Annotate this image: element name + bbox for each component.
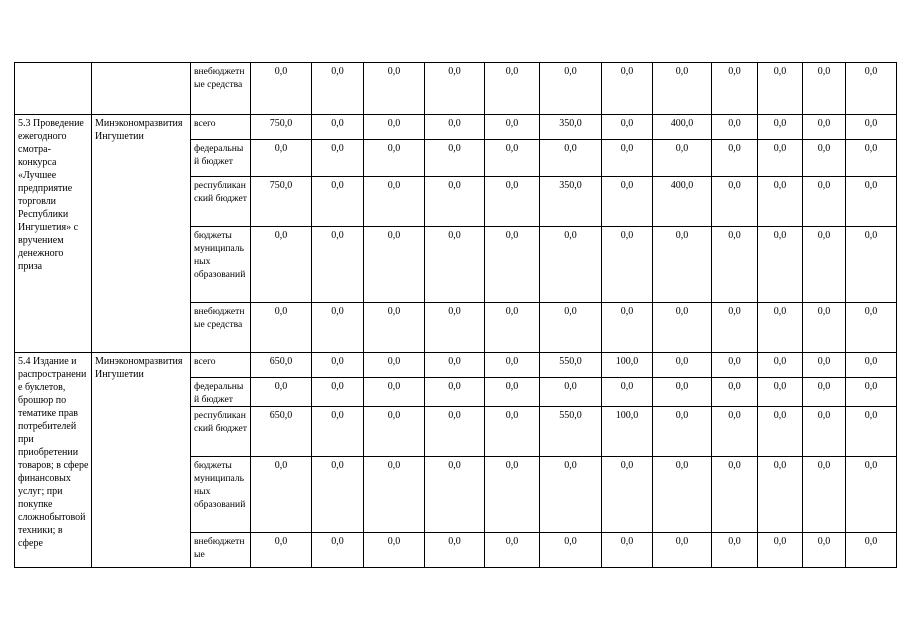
amount-cell: 0,0 [485, 407, 540, 457]
amount-cell: 0,0 [758, 378, 803, 407]
amount-cell: 0,0 [540, 457, 602, 533]
amount-cell: 350,0 [540, 115, 602, 140]
amount-cell: 0,0 [846, 63, 897, 115]
amount-cell: 0,0 [540, 303, 602, 353]
amount-cell: 0,0 [425, 353, 485, 378]
amount-cell: 0,0 [602, 63, 653, 115]
amount-cell: 0,0 [758, 533, 803, 568]
amount-cell: 0,0 [653, 378, 712, 407]
amount-cell: 0,0 [758, 115, 803, 140]
amount-cell: 0,0 [758, 353, 803, 378]
amount-cell: 0,0 [425, 140, 485, 177]
amount-cell: 0,0 [803, 457, 846, 533]
funding-source-cell: республиканский бюджет [191, 407, 251, 457]
amount-cell: 0,0 [425, 457, 485, 533]
amount-cell: 0,0 [758, 407, 803, 457]
amount-cell: 0,0 [846, 177, 897, 227]
amount-cell: 0,0 [251, 227, 312, 303]
amount-cell: 0,0 [312, 115, 364, 140]
amount-cell: 0,0 [712, 63, 758, 115]
amount-cell: 0,0 [425, 63, 485, 115]
measure-cell: 5.4 Издание и распространение буклетов, брошюр по тематике прав потребителей при приобретении товаров; в сфере финансовых услуг; при покупке сложнобытовой техники; в сфере [15, 353, 92, 568]
amount-cell: 0,0 [758, 140, 803, 177]
amount-cell: 0,0 [803, 378, 846, 407]
amount-cell: 0,0 [364, 353, 425, 378]
measure-cell: 5.3 Проведение ежегодного смотра-конкурса «Лучшее предприятие торговли Республики Ингушетия» с вручением денежного приза [15, 115, 92, 353]
table-row [15, 353, 897, 378]
budget-table [14, 62, 897, 568]
amount-cell: 0,0 [803, 303, 846, 353]
amount-cell: 0,0 [364, 115, 425, 140]
amount-cell: 0,0 [712, 457, 758, 533]
amount-cell: 0,0 [540, 378, 602, 407]
amount-cell: 0,0 [803, 63, 846, 115]
amount-cell: 0,0 [712, 303, 758, 353]
amount-cell: 100,0 [602, 353, 653, 378]
table-row [15, 115, 897, 140]
amount-cell: 0,0 [653, 140, 712, 177]
amount-cell: 0,0 [653, 353, 712, 378]
amount-cell: 0,0 [602, 115, 653, 140]
table-row [15, 63, 897, 115]
measure-cell [15, 63, 92, 115]
amount-cell: 0,0 [364, 533, 425, 568]
funding-source-cell: бюджеты муниципальных образований [191, 457, 251, 533]
amount-cell: 0,0 [485, 115, 540, 140]
amount-cell: 0,0 [425, 177, 485, 227]
funding-source-cell: внебюджетные [191, 533, 251, 568]
amount-cell: 100,0 [602, 407, 653, 457]
funding-source-cell: всего [191, 353, 251, 378]
amount-cell: 0,0 [485, 378, 540, 407]
funding-source-cell: бюджеты муниципальных образований [191, 227, 251, 303]
amount-cell: 0,0 [602, 140, 653, 177]
amount-cell: 0,0 [251, 378, 312, 407]
amount-cell: 0,0 [602, 303, 653, 353]
amount-cell: 0,0 [312, 533, 364, 568]
amount-cell: 0,0 [485, 303, 540, 353]
amount-cell: 0,0 [312, 378, 364, 407]
amount-cell: 0,0 [485, 227, 540, 303]
amount-cell: 0,0 [364, 177, 425, 227]
amount-cell: 0,0 [803, 533, 846, 568]
amount-cell: 0,0 [846, 303, 897, 353]
executor-cell [92, 63, 191, 115]
amount-cell: 0,0 [485, 140, 540, 177]
amount-cell: 0,0 [602, 177, 653, 227]
amount-cell: 0,0 [846, 378, 897, 407]
amount-cell: 0,0 [846, 407, 897, 457]
amount-cell: 0,0 [251, 140, 312, 177]
funding-source-cell: федеральный бюджет [191, 140, 251, 177]
amount-cell: 0,0 [425, 533, 485, 568]
amount-cell: 0,0 [602, 378, 653, 407]
amount-cell: 0,0 [758, 177, 803, 227]
amount-cell: 400,0 [653, 177, 712, 227]
amount-cell: 0,0 [803, 227, 846, 303]
amount-cell: 0,0 [712, 378, 758, 407]
amount-cell: 0,0 [803, 115, 846, 140]
amount-cell: 0,0 [846, 227, 897, 303]
amount-cell: 550,0 [540, 353, 602, 378]
amount-cell: 750,0 [251, 177, 312, 227]
amount-cell: 0,0 [485, 457, 540, 533]
amount-cell: 0,0 [846, 140, 897, 177]
funding-source-cell: внебюджетные средства [191, 303, 251, 353]
amount-cell: 0,0 [312, 457, 364, 533]
amount-cell: 0,0 [312, 140, 364, 177]
amount-cell: 0,0 [364, 457, 425, 533]
amount-cell: 0,0 [312, 63, 364, 115]
amount-cell: 0,0 [251, 457, 312, 533]
amount-cell: 0,0 [485, 63, 540, 115]
amount-cell: 0,0 [485, 353, 540, 378]
amount-cell: 0,0 [485, 177, 540, 227]
amount-cell: 0,0 [846, 115, 897, 140]
amount-cell: 0,0 [602, 227, 653, 303]
amount-cell: 0,0 [653, 303, 712, 353]
amount-cell: 0,0 [712, 115, 758, 140]
amount-cell: 650,0 [251, 353, 312, 378]
amount-cell: 0,0 [712, 533, 758, 568]
amount-cell: 0,0 [803, 177, 846, 227]
amount-cell: 0,0 [712, 227, 758, 303]
amount-cell: 0,0 [425, 115, 485, 140]
amount-cell: 0,0 [251, 533, 312, 568]
amount-cell: 550,0 [540, 407, 602, 457]
amount-cell: 0,0 [846, 353, 897, 378]
budget-table-body [15, 63, 897, 568]
amount-cell: 0,0 [758, 63, 803, 115]
amount-cell: 0,0 [312, 227, 364, 303]
amount-cell: 0,0 [846, 533, 897, 568]
amount-cell: 0,0 [251, 63, 312, 115]
funding-source-cell: республиканский бюджет [191, 177, 251, 227]
amount-cell: 0,0 [364, 227, 425, 303]
amount-cell: 0,0 [540, 227, 602, 303]
amount-cell: 650,0 [251, 407, 312, 457]
amount-cell: 0,0 [803, 353, 846, 378]
amount-cell: 0,0 [758, 303, 803, 353]
amount-cell: 0,0 [251, 303, 312, 353]
amount-cell: 0,0 [758, 457, 803, 533]
amount-cell: 0,0 [425, 303, 485, 353]
amount-cell: 0,0 [846, 457, 897, 533]
amount-cell: 0,0 [540, 63, 602, 115]
amount-cell: 0,0 [425, 378, 485, 407]
amount-cell: 0,0 [540, 140, 602, 177]
amount-cell: 0,0 [712, 140, 758, 177]
amount-cell: 0,0 [712, 407, 758, 457]
amount-cell: 0,0 [803, 407, 846, 457]
amount-cell: 0,0 [653, 457, 712, 533]
amount-cell: 750,0 [251, 115, 312, 140]
executor-cell: Минэкономразвития Ингушетии [92, 115, 191, 353]
amount-cell: 0,0 [312, 353, 364, 378]
amount-cell: 0,0 [312, 303, 364, 353]
amount-cell: 0,0 [312, 177, 364, 227]
amount-cell: 0,0 [364, 303, 425, 353]
amount-cell: 0,0 [425, 407, 485, 457]
amount-cell: 0,0 [312, 407, 364, 457]
amount-cell: 0,0 [364, 63, 425, 115]
amount-cell: 0,0 [485, 533, 540, 568]
executor-cell: Минэкономразвития Ингушетии [92, 353, 191, 568]
amount-cell: 0,0 [602, 457, 653, 533]
amount-cell: 0,0 [653, 227, 712, 303]
amount-cell: 350,0 [540, 177, 602, 227]
amount-cell: 0,0 [803, 140, 846, 177]
amount-cell: 0,0 [364, 140, 425, 177]
amount-cell: 0,0 [364, 378, 425, 407]
amount-cell: 0,0 [540, 533, 602, 568]
funding-source-cell: федеральный бюджет [191, 378, 251, 407]
amount-cell: 0,0 [425, 227, 485, 303]
amount-cell: 0,0 [653, 63, 712, 115]
amount-cell: 0,0 [653, 407, 712, 457]
amount-cell: 400,0 [653, 115, 712, 140]
funding-source-cell: всего [191, 115, 251, 140]
funding-source-cell: внебюджетные средства [191, 63, 251, 115]
amount-cell: 0,0 [712, 353, 758, 378]
amount-cell: 0,0 [653, 533, 712, 568]
amount-cell: 0,0 [364, 407, 425, 457]
amount-cell: 0,0 [712, 177, 758, 227]
amount-cell: 0,0 [602, 533, 653, 568]
amount-cell: 0,0 [758, 227, 803, 303]
